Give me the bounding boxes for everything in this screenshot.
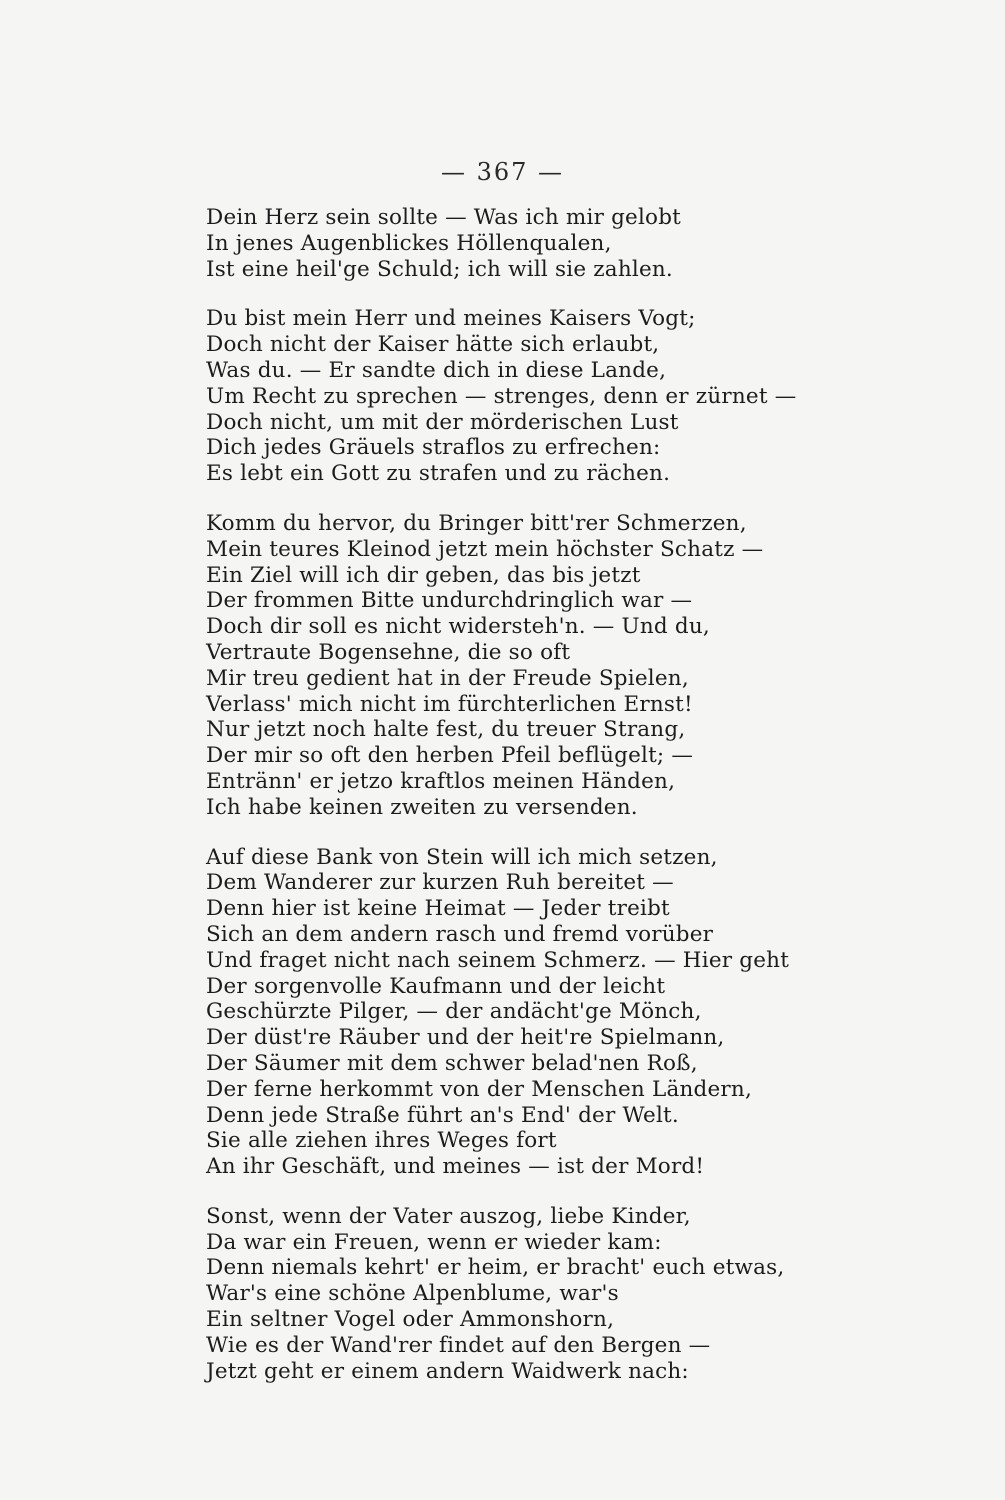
verse-line: War's eine schöne Alpenblume, war's: [206, 1281, 619, 1307]
verse-line: Entränn' er jetzo kraftlos meinen Händen,: [206, 768, 676, 794]
verse-line: Ein seltner Vogel oder Ammonshorn,: [206, 1307, 615, 1333]
verse-line: Mir treu gedient hat in der Freude Spielen,: [206, 665, 689, 691]
verse-line: Geschürzte Pilger, — der andächt'ge Mönch,: [206, 999, 702, 1025]
verse-line: Doch nicht, um mit der mörderischen Lust: [206, 409, 679, 435]
verse-line: Denn hier ist keine Heimat — Jeder treibt: [206, 896, 670, 922]
verse-line: Denn niemals kehrt' er heim, er bracht' euch etwas,: [206, 1255, 785, 1281]
verse-line: Wie es der Wand'rer findet auf den Bergen —: [206, 1332, 711, 1358]
verse-line: Mein teures Kleinod jetzt mein höchster Schatz —: [206, 536, 764, 562]
verse-line: Um Recht zu sprechen — strenges, denn er zürnet —: [206, 383, 797, 409]
verse-line: Ich habe keinen zweiten zu versenden.: [206, 794, 638, 820]
verse-line: Da war ein Freuen, wenn er wieder kam:: [206, 1229, 662, 1255]
verse-line: Verlass' mich nicht im fürchterlichen Ernst!: [206, 691, 693, 717]
verse-line: An ihr Geschäft, und meines — ist der Mord!: [206, 1154, 705, 1180]
verse-line: Der mir so oft den herben Pfeil beflügelt; —: [206, 743, 694, 769]
poem-text: [206, 205, 797, 1408]
verse-line: Vertraute Bogensehne, die so oft: [206, 639, 571, 665]
verse-line: Auf diese Bank von Stein will ich mich setzen,: [206, 844, 718, 870]
verse-line: Der frommen Bitte undurchdringlich war —: [206, 588, 693, 614]
verse-line: Dein Herz sein sollte — Was ich mir gelobt: [206, 205, 682, 230]
stanza: [206, 306, 797, 487]
verse-line: Du bist mein Herr und meines Kaisers Vogt;: [206, 306, 696, 332]
verse-line: Nur jetzt noch halte fest, du treuer Strang,: [206, 717, 686, 743]
verse-line: In jenes Augenblickes Höllenqualen,: [206, 230, 612, 256]
verse-line: Doch nicht der Kaiser hätte sich erlaubt,: [206, 332, 660, 358]
verse-line: Und fraget nicht nach seinem Schmerz. — Hier geht: [206, 947, 790, 973]
verse-line: Sich an dem andern rasch und fremd vorüber: [206, 921, 714, 947]
verse-line: Ein Ziel will ich dir geben, das bis jetzt: [206, 562, 641, 588]
verse-line: Der sorgenvolle Kaufmann und der leicht: [206, 973, 666, 999]
verse-line: Was du. — Er sandte dich in diese Lande,: [206, 357, 667, 383]
page-number: — 367 —: [440, 158, 565, 186]
verse-line: Der düst're Räuber und der heit're Spielmann,: [206, 1025, 725, 1051]
stanza: [206, 205, 766, 282]
verse-line: Dem Wanderer zur kurzen Ruh bereitet —: [206, 870, 674, 896]
verse-line: Denn jede Straße führt an's End' der Welt.: [206, 1102, 679, 1128]
stanza: [206, 1203, 785, 1385]
verse-line: Der Säumer mit dem schwer belad'nen Roß,: [206, 1050, 698, 1076]
verse-line: Sie alle ziehen ihres Weges fort: [206, 1128, 557, 1154]
verse-line: Komm du hervor, du Bringer bitt'rer Schmerzen,: [206, 510, 747, 536]
stanza: [206, 511, 766, 821]
stanza: [206, 844, 790, 1180]
verse-line: Jetzt geht er einem andern Waidwerk nach:: [206, 1358, 689, 1384]
verse-line: Es lebt ein Gott zu strafen und zu rächen.: [206, 461, 671, 487]
verse-line: Der ferne herkommt von der Menschen Ländern,: [206, 1076, 752, 1102]
verse-line: Dich jedes Gräuels straflos zu erfrechen:: [206, 435, 661, 461]
verse-line: Ist eine heil'ge Schuld; ich will sie zahlen.: [206, 256, 673, 282]
verse-line: Doch dir soll es nicht widersteh'n. — Und du,: [206, 614, 710, 640]
verse-line: Sonst, wenn der Vater auszog, liebe Kinder,: [206, 1203, 691, 1229]
